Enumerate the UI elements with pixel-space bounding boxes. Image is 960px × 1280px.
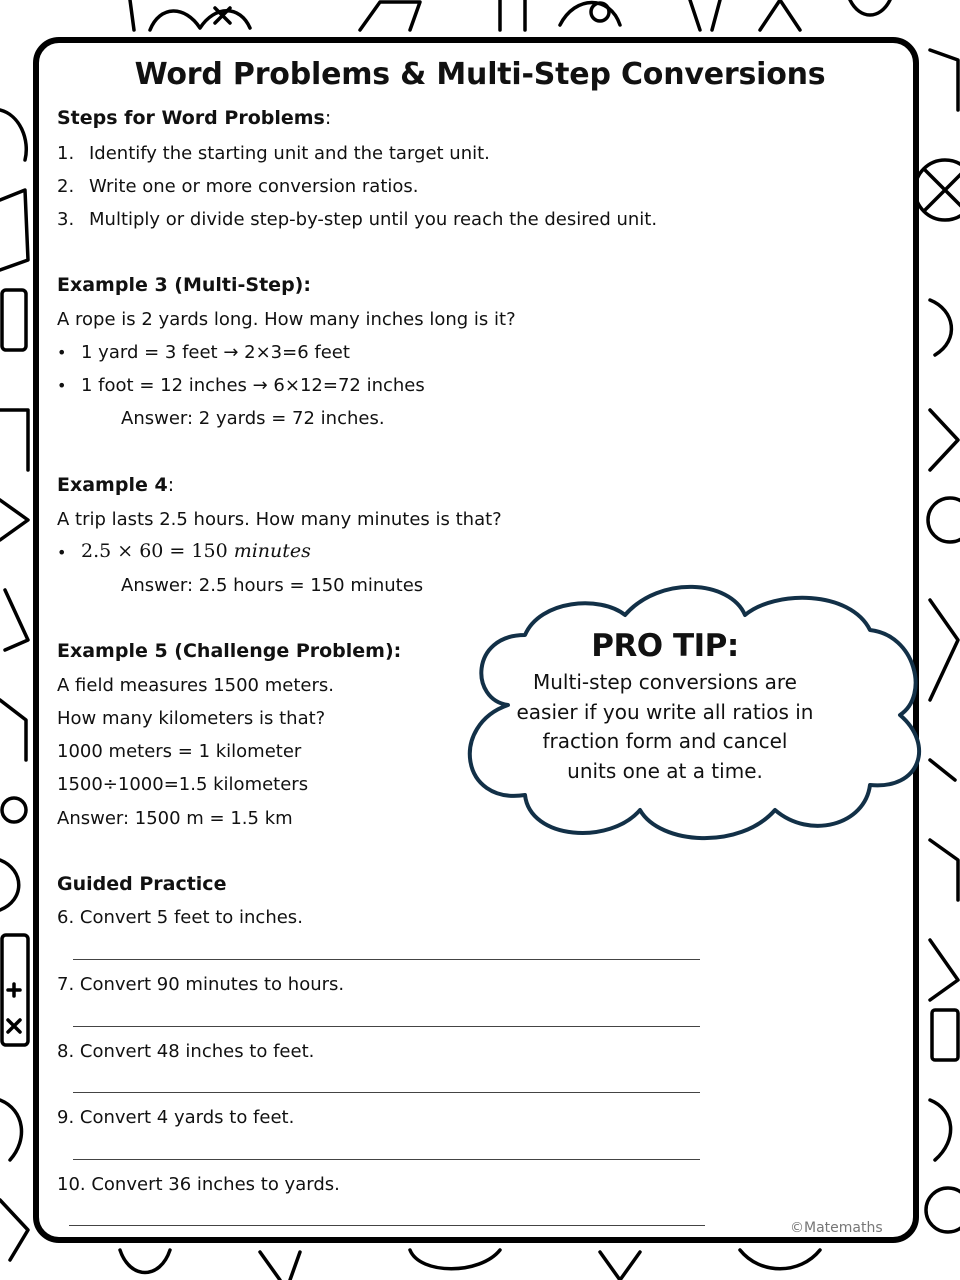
doodle-shape	[2, 290, 26, 350]
doodle-shape	[925, 170, 960, 210]
doodle-shape	[0, 860, 19, 910]
example-4-equation: 2.5 × 60 = 150 minutes	[81, 540, 311, 562]
example-5-line: How many kilometers is that?	[57, 708, 326, 729]
doodle-shape	[915, 160, 960, 220]
pro-tip-line: easier if you write all ratios in	[516, 699, 814, 724]
doodle-shape	[2, 798, 26, 822]
step-number: 1.	[57, 143, 75, 164]
doodle-shape	[150, 11, 250, 30]
example-3-heading: Example 3 (Multi-Step):	[57, 274, 311, 296]
bullet: •	[57, 543, 67, 562]
doodle-shape	[928, 498, 960, 542]
pro-tip-line: units one at a time.	[567, 758, 763, 783]
doodle-shape	[0, 410, 28, 470]
answer-line[interactable]	[73, 959, 700, 960]
doodle-shape	[0, 110, 26, 160]
doodle-shape	[0, 500, 28, 540]
doodle-shape	[850, 0, 890, 15]
doodle-shape	[591, 3, 609, 21]
practice-question: 10. Convert 36 inches to yards.	[57, 1174, 340, 1195]
answer-line[interactable]	[73, 1026, 700, 1027]
step-text: Write one or more conversion ratios.	[89, 176, 419, 197]
doodle-shape	[0, 1100, 21, 1160]
answer-line[interactable]	[73, 1159, 700, 1160]
doodle-shape	[930, 410, 958, 470]
doodle-shape	[120, 1250, 170, 1273]
practice-question: 7. Convert 90 minutes to hours.	[57, 974, 345, 995]
example-4-heading: Example 4:	[57, 474, 175, 496]
practice-question: 6. Convert 5 feet to inches.	[57, 907, 303, 928]
example-3-answer: Answer: 2 yards = 72 inches.	[121, 408, 385, 429]
example-5-answer: Answer: 1500 m = 1.5 km	[57, 808, 293, 829]
doodle-shape	[760, 0, 800, 30]
practice-question: 9. Convert 4 yards to feet.	[57, 1107, 295, 1128]
bullet: •	[57, 376, 67, 395]
copyright-text: ©Matemaths	[790, 1220, 883, 1236]
doodle-shape	[0, 700, 26, 760]
doodle-shape	[930, 1100, 951, 1160]
guided-practice-heading: Guided Practice	[57, 873, 227, 895]
doodle-shape	[930, 600, 958, 700]
doodle-shape	[0, 190, 28, 270]
doodle-shape	[0, 1200, 28, 1260]
practice-question: 8. Convert 48 inches to feet.	[57, 1041, 315, 1062]
step-number: 2.	[57, 176, 75, 197]
doodle-shape	[600, 1252, 640, 1280]
pro-tip-title: PRO TIP:	[591, 628, 739, 664]
doodle-shape	[360, 2, 420, 30]
example-5-line: A field measures 1500 meters.	[57, 675, 334, 696]
step-text: Multiply or divide step-by-step until you reach the desired unit.	[89, 209, 658, 230]
doodle-shape	[690, 0, 720, 30]
step-text: Identify the starting unit and the target unit.	[89, 143, 490, 164]
doodle-shape	[260, 1252, 300, 1280]
doodle-shape	[932, 1010, 958, 1060]
example-4-question: A trip lasts 2.5 hours. How many minutes is that?	[57, 509, 502, 530]
answer-line[interactable]	[73, 1092, 700, 1093]
example-5-heading: Example 5 (Challenge Problem):	[57, 640, 402, 662]
pro-tip-text	[500, 668, 830, 786]
doodle-shape	[500, 0, 525, 30]
doodle-shape	[930, 840, 958, 900]
step-number: 3.	[57, 209, 75, 230]
example-4-answer: Answer: 2.5 hours = 150 minutes	[121, 575, 424, 596]
example-3-step: 1 foot = 12 inches → 6×12=72 inches	[81, 375, 425, 396]
answer-line[interactable]	[69, 1225, 705, 1226]
doodle-shape	[410, 1250, 500, 1269]
doodle-shape	[8, 984, 20, 1032]
doodle-shape	[740, 1250, 820, 1269]
example-3-question: A rope is 2 yards long. How many inches long is it?	[57, 309, 516, 330]
doodle-shape	[130, 0, 134, 30]
bullet: •	[57, 343, 67, 362]
example-3-step: 1 yard = 3 feet → 2×3=6 feet	[81, 342, 350, 363]
doodle-shape	[930, 940, 958, 1000]
steps-heading: Steps for Word Problems:	[57, 107, 332, 129]
page-title: Word Problems & Multi-Step Conversions	[134, 57, 826, 92]
doodle-shape	[930, 760, 955, 780]
doodle-shape	[930, 300, 951, 355]
pro-tip-line: Multi-step conversions are	[532, 670, 797, 694]
example-5-line: 1500÷1000=1.5 kilometers	[57, 774, 309, 795]
doodle-shape	[926, 1188, 960, 1232]
doodle-shape	[5, 590, 28, 650]
example-5-line: 1000 meters = 1 kilometer	[57, 741, 302, 762]
pro-tip-line: fraction form and cancel	[542, 729, 788, 753]
